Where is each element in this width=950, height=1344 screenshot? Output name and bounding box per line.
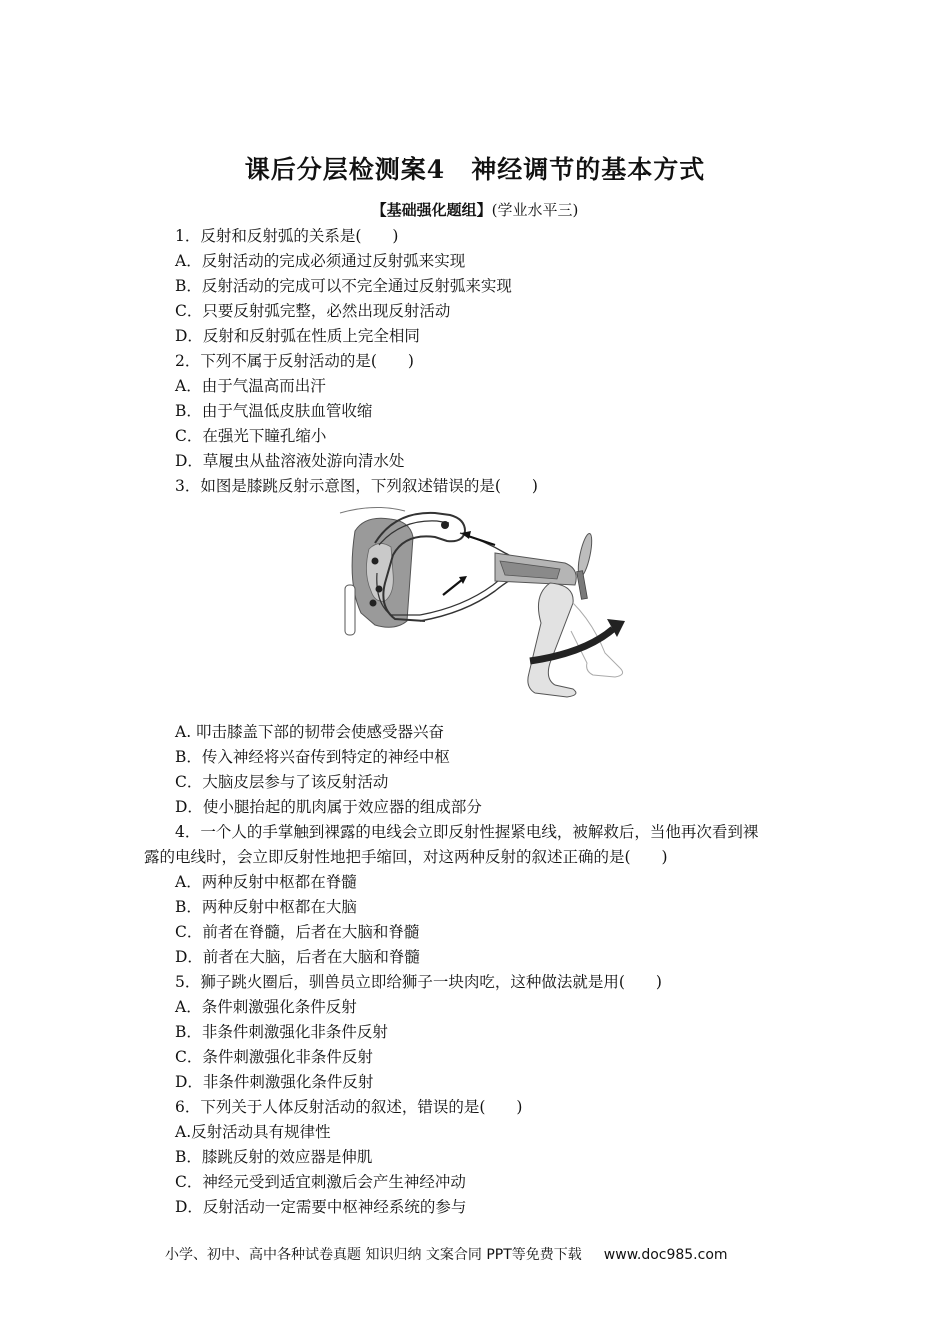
question-6-option-b: B．膝跳反射的效应器是伸肌 [175,1148,373,1166]
knee-jerk-reflex-figure [335,503,630,703]
question-5-stem: 5．狮子跳火圈后，驯兽员立即给狮子一块肉吃，这种做法就是用( ) [175,973,662,991]
section-heading-level: (学业水平三) [491,201,579,219]
question-4-option-c: C．前者在脊髓，后者在大脑和脊髓 [175,923,420,941]
page-footer [165,1244,728,1264]
question-4-option-b: B．两种反射中枢都在大脑 [175,898,357,916]
question-5-option-c: C．条件刺激强化非条件反射 [175,1048,373,1066]
question-1-option-a: A．反射活动的完成必须通过反射弧来实现 [175,252,466,270]
footer-text: 小学、初中、高中各种试卷真题 知识归纳 文案合同 PPT等免费下载 [165,1247,582,1263]
neuron-body [376,586,383,593]
question-6-stem: 6．下列关于人体反射活动的叙述，错误的是( ) [175,1098,523,1116]
question-5-option-a: A．条件刺激强化条件反射 [175,998,357,1016]
reflex-hammer [576,532,595,577]
question-1-option-b: B．反射活动的完成可以不完全通过反射弧来实现 [175,277,512,295]
question-4-stem-line-1: 4．一个人的手掌触到裸露的电线会立即反射性握紧电线，被解救后，当他再次看到裸 [175,823,759,841]
question-2-option-d: D．草履虫从盐溶液处游向清水处 [175,452,405,470]
page-title: 课后分层检测案4 神经调节的基本方式 [244,155,706,184]
question-3-option-d: D．使小腿抬起的肌肉属于效应器的组成部分 [175,798,482,816]
question-4-option-d: D．前者在大脑，后者在大脑和脊髓 [175,948,420,966]
question-4-option-a: A．两种反射中枢都在脊髓 [175,873,357,891]
question-6-option-a: A.反射活动具有规律性 [175,1123,331,1141]
question-5-option-b: B．非条件刺激强化非条件反射 [175,1023,388,1041]
question-3-stem: 3．如图是膝跳反射示意图，下列叙述错误的是( ) [175,477,538,495]
section-heading [0,199,950,220]
question-6-option-d: D．反射活动一定需要中枢神经系统的参与 [175,1198,467,1216]
question-2-option-b: B．由于气温低皮肤血管收缩 [175,402,373,420]
question-3-option-a: A. 叩击膝盖下部的韧带会使感受器兴奋 [175,723,445,741]
question-5-option-d: D．非条件刺激强化条件反射 [175,1073,374,1091]
lower-leg [528,583,576,697]
neuron-body [372,558,379,565]
footer-site-link[interactable]: www.doc985.com [603,1247,728,1263]
question-1-option-c: C．只要反射弧完整，必然出现反射活动 [175,302,451,320]
question-2-stem: 2．下列不属于反射活动的是( ) [175,352,414,370]
question-3-option-c: C．大脑皮层参与了该反射活动 [175,773,389,791]
question-1-stem: 1．反射和反射弧的关系是( ) [175,227,399,245]
question-6-option-c: C．神经元受到适宜刺激后会产生神经冲动 [175,1173,466,1191]
neuron-body [441,521,449,529]
question-2-option-c: C．在强光下瞳孔缩小 [175,427,327,445]
question-3-option-b: B．传入神经将兴奋传到特定的神经中枢 [175,748,450,766]
question-4-stem-line-2: 露的电线时，会立即反射性地把手缩回，对这两种反射的叙述正确的是( ) [144,848,668,866]
signal-arrow-icon [443,579,463,595]
question-2-option-a: A．由于气温高而出汗 [175,377,326,395]
question-1-option-d: D．反射和反射弧在性质上完全相同 [175,327,420,345]
section-heading-bold: 【基础强化题组】 [371,201,492,219]
neuron-body [370,600,377,607]
